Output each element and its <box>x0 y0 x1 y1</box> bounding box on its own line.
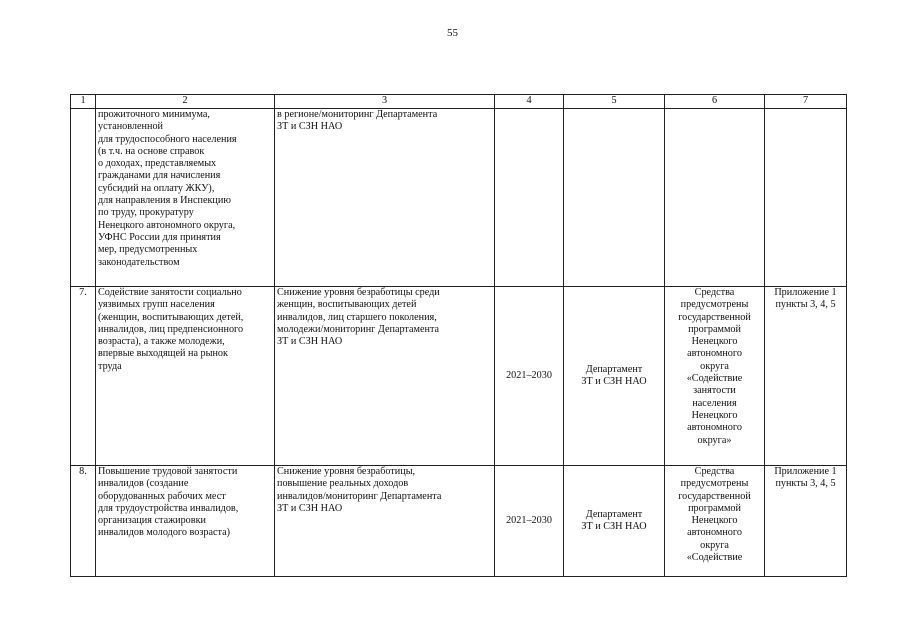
table-row <box>71 109 847 287</box>
funding-cell <box>665 109 765 287</box>
column-header-7: 7 <box>765 95 847 109</box>
result-cell: в регионе/мониторинг Департамента ЗТ и СЗН НАО <box>275 109 495 287</box>
result-cell: Снижение уровня безработицы среди женщин, воспитывающих детей инвалидов, лиц старшего поколения, молодежи/мониторинг Департамента ЗТ и СЗН НАО <box>275 287 495 466</box>
result-cell: Снижение уровня безработицы, повышение реальных доходов инвалидов/мониторинг Департамента ЗТ и СЗН НАО <box>275 466 495 577</box>
header-row <box>71 95 847 109</box>
period-cell: 2021–2030 <box>495 287 564 466</box>
period-cell: 2021–2030 <box>495 466 564 577</box>
executor-cell: Департамент ЗТ и СЗН НАО <box>564 466 665 577</box>
note-cell: Приложение 1 пункты 3, 4, 5 <box>765 466 847 577</box>
funding-cell: Средства предусмотрены государственной программой Ненецкого автономного округа «Содействие <box>665 466 765 577</box>
row-number: 7. <box>71 287 96 466</box>
table-row <box>71 287 847 466</box>
note-cell: Приложение 1 пункты 3, 4, 5 <box>765 287 847 466</box>
table-row <box>71 466 847 577</box>
column-header-1: 1 <box>71 95 96 109</box>
period-cell <box>495 109 564 287</box>
measure-cell: Содействие занятости социально уязвимых групп населения (женщин, воспитывающих детей, инвалидов, лиц предпенсионного возраста), а также молодежи, впервые выходящей на рынок труда <box>96 287 275 466</box>
executor-cell: Департамент ЗТ и СЗН НАО <box>564 287 665 466</box>
executor-cell <box>564 109 665 287</box>
column-header-3: 3 <box>275 95 495 109</box>
row-number: 8. <box>71 466 96 577</box>
measures-table <box>70 94 847 577</box>
funding-cell: Средства предусмотрены государственной программой Ненецкого автономного округа «Содействие занятости населения Ненецкого автономного округа» <box>665 287 765 466</box>
column-header-6: 6 <box>665 95 765 109</box>
column-header-2: 2 <box>96 95 275 109</box>
column-header-4: 4 <box>495 95 564 109</box>
note-cell <box>765 109 847 287</box>
row-number <box>71 109 96 287</box>
column-header-5: 5 <box>564 95 665 109</box>
page-number: 55 <box>447 27 458 39</box>
measure-cell: Повышение трудовой занятости инвалидов (создание оборудованных рабочих мест для трудоустройства инвалидов, организация стажировки инвалидов молодого возраста) <box>96 466 275 577</box>
measure-cell: прожиточного минимума, установленной для трудоспособного населения (в т.ч. на основе справок о доходах, представляемых гражданами для начисления субсидий на оплату ЖКУ), для направления в Инспекцию по труду, прокуратуру Ненецкого автономного округа, УФНС России для принятия мер, предусмотренных законодательством <box>96 109 275 287</box>
